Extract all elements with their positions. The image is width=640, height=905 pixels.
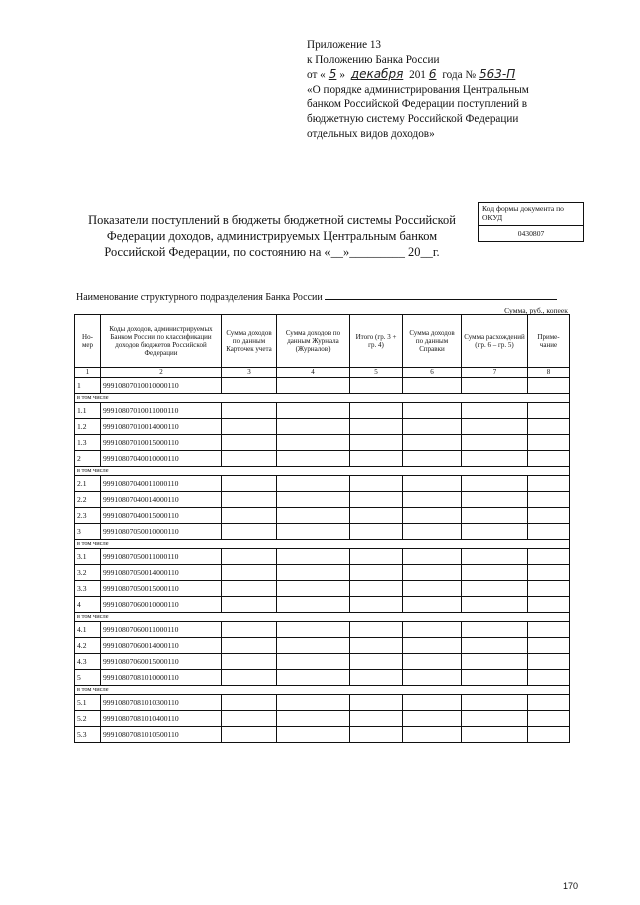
unit-name-line <box>76 292 570 303</box>
okud-code: 0430807 <box>517 229 545 238</box>
empty-cell[interactable] <box>403 492 462 508</box>
empty-cell[interactable] <box>222 695 277 711</box>
row-number: 5 <box>75 670 101 686</box>
empty-cell[interactable] <box>403 711 462 727</box>
income-code: 99910807060011000110 <box>101 622 222 638</box>
including-row <box>75 540 570 549</box>
income-code: 99910807040014000110 <box>101 492 222 508</box>
table-row <box>75 492 570 508</box>
empty-cell[interactable] <box>462 403 528 419</box>
row-number: 2.3 <box>75 508 101 524</box>
empty-cell[interactable] <box>350 524 403 540</box>
empty-cell[interactable] <box>277 622 350 638</box>
empty-cell[interactable] <box>403 581 462 597</box>
table-row <box>75 549 570 565</box>
including-label: в том числе <box>75 467 570 476</box>
form-title: Показатели поступлений в бюджеты бюджетной системы Российской Федерации доходов, администрируемых Центральным банком Российской Федерации, по состоянию на «__»_________ 20__г. <box>88 213 456 260</box>
empty-cell[interactable] <box>350 654 403 670</box>
income-code: 99910807081010500110 <box>101 727 222 743</box>
appendix-number: Приложение 13 <box>307 39 382 51</box>
empty-cell[interactable] <box>462 654 528 670</box>
column-header: Итого (гр. 3 + гр. 4) <box>350 315 403 368</box>
row-number: 4 <box>75 597 101 613</box>
appendix-title-line: отдельных видов доходов» <box>307 127 435 140</box>
income-code: 99910807060010000110 <box>101 597 222 613</box>
empty-cell[interactable] <box>350 597 403 613</box>
appendix-title-line: «О порядке администрирования Центральным <box>307 83 529 96</box>
column-header: Сумма доходов по данным Карточек учета <box>222 315 277 368</box>
appendix-header <box>307 38 607 141</box>
empty-cell[interactable] <box>528 476 570 492</box>
empty-cell[interactable] <box>403 695 462 711</box>
empty-cell[interactable] <box>277 565 350 581</box>
column-number: 6 <box>403 368 462 378</box>
empty-cell[interactable] <box>403 508 462 524</box>
empty-cell[interactable] <box>222 451 277 467</box>
empty-cell[interactable] <box>462 378 528 394</box>
row-number: 3.1 <box>75 549 101 565</box>
empty-cell[interactable] <box>222 670 277 686</box>
handwritten-month: декабря <box>350 67 404 82</box>
appendix-title-line: бюджетную систему Российской Федерации <box>307 112 519 125</box>
empty-cell[interactable] <box>528 451 570 467</box>
including-row <box>75 686 570 695</box>
table-row <box>75 638 570 654</box>
including-row <box>75 467 570 476</box>
empty-cell[interactable] <box>528 711 570 727</box>
empty-cell[interactable] <box>350 670 403 686</box>
table-row <box>75 581 570 597</box>
empty-cell[interactable] <box>222 419 277 435</box>
row-number: 1 <box>75 378 101 394</box>
income-code: 99910807081010000110 <box>101 670 222 686</box>
row-number: 4.2 <box>75 638 101 654</box>
table-row <box>75 670 570 686</box>
empty-cell[interactable] <box>528 565 570 581</box>
including-row <box>75 613 570 622</box>
income-code: 99910807060015000110 <box>101 654 222 670</box>
empty-cell[interactable] <box>403 435 462 451</box>
empty-cell[interactable] <box>403 524 462 540</box>
empty-cell[interactable] <box>403 451 462 467</box>
income-code: 99910807081010400110 <box>101 711 222 727</box>
empty-cell[interactable] <box>277 727 350 743</box>
empty-cell[interactable] <box>462 492 528 508</box>
empty-cell[interactable] <box>462 622 528 638</box>
empty-cell[interactable] <box>277 476 350 492</box>
empty-cell[interactable] <box>528 378 570 394</box>
including-label: в том числе <box>75 394 570 403</box>
empty-cell[interactable] <box>350 711 403 727</box>
empty-cell[interactable] <box>277 711 350 727</box>
empty-cell[interactable] <box>528 492 570 508</box>
including-label: в том числе <box>75 686 570 695</box>
table-row <box>75 565 570 581</box>
income-code: 99910807081010300110 <box>101 695 222 711</box>
income-code: 99910807040010000110 <box>101 451 222 467</box>
column-header: Сумма расхождений (гр. 6 – гр. 5) <box>462 315 528 368</box>
empty-cell[interactable] <box>528 581 570 597</box>
empty-cell[interactable] <box>277 403 350 419</box>
empty-cell[interactable] <box>277 435 350 451</box>
column-number: 7 <box>462 368 528 378</box>
column-number: 3 <box>222 368 277 378</box>
empty-cell[interactable] <box>350 419 403 435</box>
income-code: 99910807050015000110 <box>101 581 222 597</box>
income-code: 99910807010010000110 <box>101 378 222 394</box>
table-row <box>75 622 570 638</box>
empty-cell[interactable] <box>462 419 528 435</box>
empty-cell[interactable] <box>350 695 403 711</box>
table-row <box>75 727 570 743</box>
empty-cell[interactable] <box>462 581 528 597</box>
table-row <box>75 451 570 467</box>
empty-cell[interactable] <box>277 508 350 524</box>
income-code: 99910807010011000110 <box>101 403 222 419</box>
empty-cell[interactable] <box>528 622 570 638</box>
empty-cell[interactable] <box>462 508 528 524</box>
column-number: 1 <box>75 368 101 378</box>
empty-cell[interactable] <box>462 727 528 743</box>
row-number: 3.3 <box>75 581 101 597</box>
empty-cell[interactable] <box>350 549 403 565</box>
table-row <box>75 435 570 451</box>
empty-cell[interactable] <box>222 378 277 394</box>
empty-cell[interactable] <box>403 727 462 743</box>
empty-cell[interactable] <box>222 727 277 743</box>
unit-name-label: Наименование структурного подразделения Банка России <box>76 292 323 303</box>
row-number: 4.1 <box>75 622 101 638</box>
empty-cell[interactable] <box>528 597 570 613</box>
table-row <box>75 524 570 540</box>
income-code: 99910807060014000110 <box>101 638 222 654</box>
empty-cell[interactable] <box>528 435 570 451</box>
empty-cell[interactable] <box>277 597 350 613</box>
empty-cell[interactable] <box>462 549 528 565</box>
unit-name-field[interactable] <box>325 299 557 300</box>
empty-cell[interactable] <box>403 622 462 638</box>
empty-cell[interactable] <box>403 419 462 435</box>
column-header: Сумма доходов по данным Журнала (Журналов) <box>277 315 350 368</box>
empty-cell[interactable] <box>403 597 462 613</box>
empty-cell[interactable] <box>277 524 350 540</box>
empty-cell[interactable] <box>277 419 350 435</box>
row-number: 5.3 <box>75 727 101 743</box>
units-note: Сумма, руб., копеек <box>504 306 568 315</box>
empty-cell[interactable] <box>528 403 570 419</box>
income-code: 99910807010014000110 <box>101 419 222 435</box>
table-row <box>75 476 570 492</box>
empty-cell[interactable] <box>403 403 462 419</box>
empty-cell[interactable] <box>277 492 350 508</box>
empty-cell[interactable] <box>403 654 462 670</box>
income-code: 99910807050011000110 <box>101 549 222 565</box>
empty-cell[interactable] <box>222 403 277 419</box>
empty-cell[interactable] <box>222 622 277 638</box>
row-number: 1.1 <box>75 403 101 419</box>
column-number: 8 <box>528 368 570 378</box>
table-row <box>75 597 570 613</box>
empty-cell[interactable] <box>277 695 350 711</box>
empty-cell[interactable] <box>222 492 277 508</box>
empty-cell[interactable] <box>222 581 277 597</box>
empty-cell[interactable] <box>277 670 350 686</box>
empty-cell[interactable] <box>222 549 277 565</box>
column-number: 4 <box>277 368 350 378</box>
appendix-regulation: к Положению Банка России <box>307 53 440 66</box>
empty-cell[interactable] <box>350 378 403 394</box>
row-number: 1.3 <box>75 435 101 451</box>
empty-cell[interactable] <box>350 727 403 743</box>
appendix-date-line: от « 5 » декабря 201 6 года № 563-П <box>307 67 607 83</box>
row-number: 4.3 <box>75 654 101 670</box>
empty-cell[interactable] <box>350 638 403 654</box>
empty-cell[interactable] <box>222 508 277 524</box>
empty-cell[interactable] <box>403 670 462 686</box>
empty-cell[interactable] <box>462 711 528 727</box>
column-number: 5 <box>350 368 403 378</box>
empty-cell[interactable] <box>462 476 528 492</box>
table-row <box>75 378 570 394</box>
appendix-title-line: банком Российской Федерации поступлений в <box>307 98 528 111</box>
empty-cell[interactable] <box>528 419 570 435</box>
empty-cell[interactable] <box>528 727 570 743</box>
empty-cell[interactable] <box>462 565 528 581</box>
handwritten-number: 563-П <box>479 67 516 82</box>
including-label: в том числе <box>75 613 570 622</box>
handwritten-year-digit: 6 <box>428 67 437 82</box>
empty-cell[interactable] <box>403 378 462 394</box>
empty-cell[interactable] <box>350 492 403 508</box>
page-number: 170 <box>563 881 579 891</box>
empty-cell[interactable] <box>350 476 403 492</box>
income-code: 99910807050010000110 <box>101 524 222 540</box>
income-code: 99910807050014000110 <box>101 565 222 581</box>
okud-box <box>478 202 584 242</box>
income-table <box>74 314 570 743</box>
empty-cell[interactable] <box>222 524 277 540</box>
empty-cell[interactable] <box>222 435 277 451</box>
empty-cell[interactable] <box>528 654 570 670</box>
empty-cell[interactable] <box>277 549 350 565</box>
empty-cell[interactable] <box>528 549 570 565</box>
empty-cell[interactable] <box>528 638 570 654</box>
table-row <box>75 419 570 435</box>
empty-cell[interactable] <box>222 654 277 670</box>
column-header: Приме-чание <box>528 315 570 368</box>
empty-cell[interactable] <box>462 597 528 613</box>
empty-cell[interactable] <box>277 581 350 597</box>
empty-cell[interactable] <box>528 695 570 711</box>
row-number: 3.2 <box>75 565 101 581</box>
including-row <box>75 394 570 403</box>
empty-cell[interactable] <box>350 622 403 638</box>
empty-cell[interactable] <box>528 508 570 524</box>
empty-cell[interactable] <box>462 524 528 540</box>
table-row <box>75 711 570 727</box>
empty-cell[interactable] <box>277 638 350 654</box>
empty-cell[interactable] <box>403 476 462 492</box>
column-header: Но-мер <box>75 315 101 368</box>
table-row <box>75 403 570 419</box>
income-code: 99910807040011000110 <box>101 476 222 492</box>
empty-cell[interactable] <box>350 508 403 524</box>
empty-cell[interactable] <box>462 638 528 654</box>
empty-cell[interactable] <box>528 524 570 540</box>
empty-cell[interactable] <box>403 549 462 565</box>
table-header-row <box>75 315 570 368</box>
empty-cell[interactable] <box>462 435 528 451</box>
empty-cell[interactable] <box>222 476 277 492</box>
row-number: 1.2 <box>75 419 101 435</box>
column-header: Сумма доходов по данным Справки <box>403 315 462 368</box>
table-row <box>75 654 570 670</box>
row-number: 5.1 <box>75 695 101 711</box>
empty-cell[interactable] <box>462 451 528 467</box>
empty-cell[interactable] <box>350 451 403 467</box>
empty-cell[interactable] <box>277 654 350 670</box>
row-number: 2 <box>75 451 101 467</box>
column-number: 2 <box>101 368 222 378</box>
empty-cell[interactable] <box>277 451 350 467</box>
empty-cell[interactable] <box>403 638 462 654</box>
empty-cell[interactable] <box>350 403 403 419</box>
including-label: в том числе <box>75 540 570 549</box>
empty-cell[interactable] <box>462 670 528 686</box>
empty-cell[interactable] <box>350 581 403 597</box>
empty-cell[interactable] <box>528 670 570 686</box>
column-number-row <box>75 368 570 378</box>
handwritten-day: 5 <box>328 67 337 82</box>
okud-label: Код формы документа по ОКУД <box>479 203 583 226</box>
income-code: 99910807010015000110 <box>101 435 222 451</box>
row-number: 2.2 <box>75 492 101 508</box>
row-number: 5.2 <box>75 711 101 727</box>
row-number: 2.1 <box>75 476 101 492</box>
empty-cell[interactable] <box>277 378 350 394</box>
table-row <box>75 508 570 524</box>
row-number: 3 <box>75 524 101 540</box>
empty-cell[interactable] <box>350 565 403 581</box>
empty-cell[interactable] <box>222 638 277 654</box>
empty-cell[interactable] <box>222 711 277 727</box>
empty-cell[interactable] <box>222 597 277 613</box>
empty-cell[interactable] <box>403 565 462 581</box>
column-header: Коды доходов, администрируемых Банком России по классификации доходов бюджетов Российской Федерации <box>101 315 222 368</box>
empty-cell[interactable] <box>350 435 403 451</box>
income-code: 99910807040015000110 <box>101 508 222 524</box>
empty-cell[interactable] <box>462 695 528 711</box>
table-row <box>75 695 570 711</box>
empty-cell[interactable] <box>222 565 277 581</box>
